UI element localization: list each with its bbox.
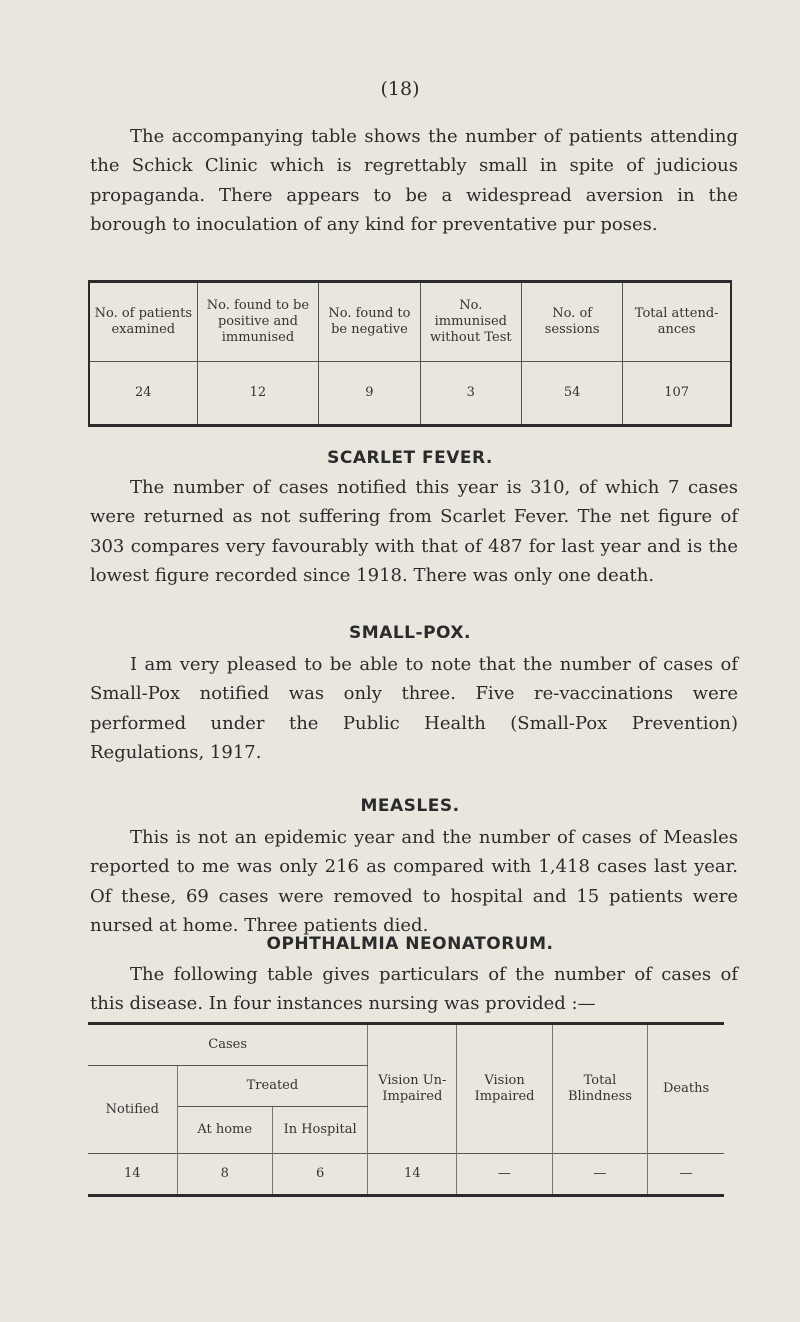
table-header-cell: Cases (88, 1024, 368, 1066)
table-cell: 14 (88, 1154, 177, 1196)
table-cell: 6 (272, 1154, 367, 1196)
table-cell: — (457, 1154, 552, 1196)
table-header-cell: At home (177, 1107, 272, 1154)
table-header-row (89, 282, 731, 362)
table-cell: 107 (664, 385, 690, 400)
schick-clinic-table (88, 280, 732, 427)
table-cell: 54 (521, 362, 622, 426)
scarlet-fever-paragraph (90, 473, 738, 591)
table-cell: 14 (368, 1154, 457, 1196)
table-cell: 24 (89, 362, 197, 426)
table-cell: 8 (177, 1154, 272, 1196)
table-row (89, 362, 731, 426)
table-header-cell: No. found to be negative (319, 282, 420, 362)
table-header-cell: Vision Un-Impaired (368, 1024, 457, 1154)
table-header-row (88, 1024, 724, 1066)
measles-text: This is not an epidemic year and the number of cases of Measles reported to me was only 216 as compared with 1,418 cases last year. Of these, 69 cases were removed to hospital and 15 patients were nursed at home. Three patients died. (90, 827, 738, 937)
scarlet-fever-text: The number of cases notified this year is 310, of which 7 cases were returned as not suffering from Scarlet Fever. The net figure of 303 compares very favourably with that of 487 for last year and is the lowest figure recorded since 1918. There was only one death. (90, 477, 738, 587)
table-header-cell: No. immunised without Test (420, 282, 521, 362)
small-pox-heading: SMALL-POX. (349, 623, 471, 643)
table-cell: 3 (420, 362, 521, 426)
measles-paragraph (90, 823, 738, 941)
table-cell: — (552, 1154, 647, 1196)
ophthalmia-paragraph (90, 960, 738, 1019)
table-header-cell: No. found to be positive and immunised (197, 282, 319, 362)
table-header-cell: No. of sessions (521, 282, 622, 362)
table-cell: 12 (197, 362, 319, 426)
scarlet-fever-heading: SCARLET FEVER. (327, 448, 493, 468)
table-cell: — (648, 1154, 724, 1196)
page-number: (18) (380, 78, 420, 100)
table-header-cell: Deaths (662, 1081, 710, 1096)
ophthalmia-table (88, 1022, 724, 1197)
table-header-cell: No. of patients examined (89, 282, 197, 362)
table-header-cell: Notified (88, 1066, 177, 1154)
small-pox-text: I am very pleased to be able to note that the number of cases of Small-Pox notified was only three. Five re-vaccinations were performed under the Public Health (Small-Pox Prevention) Regulations, 1917. (90, 654, 738, 764)
measles-heading: MEASLES. (360, 796, 460, 816)
ophthalmia-heading: OPHTHALMIA NEONATORUM. (266, 934, 554, 954)
ophthalmia-text: The following table gives particulars of the number of cases of this disease. In four instances nursing was provided :— (90, 964, 738, 1015)
intro-text: The accompanying table shows the number of patients attending the Schick Clinic which is regrettably small in spite of judicious propaganda. There appears to be a widespread aversion in the borough to inoculation of any kind for preventative pur poses. (90, 126, 738, 236)
table-header-cell: Treated (177, 1066, 368, 1107)
table-header-cell: Vision Impaired (457, 1024, 552, 1154)
table-header-cell: Total Blindness (552, 1024, 647, 1154)
table-row (88, 1154, 724, 1196)
small-pox-paragraph (90, 650, 738, 768)
intro-paragraph (90, 122, 738, 240)
table-header-cell: Total attend-ances (623, 282, 731, 362)
table-cell: 9 (319, 362, 420, 426)
table-header-cell: In Hospital (272, 1107, 367, 1154)
